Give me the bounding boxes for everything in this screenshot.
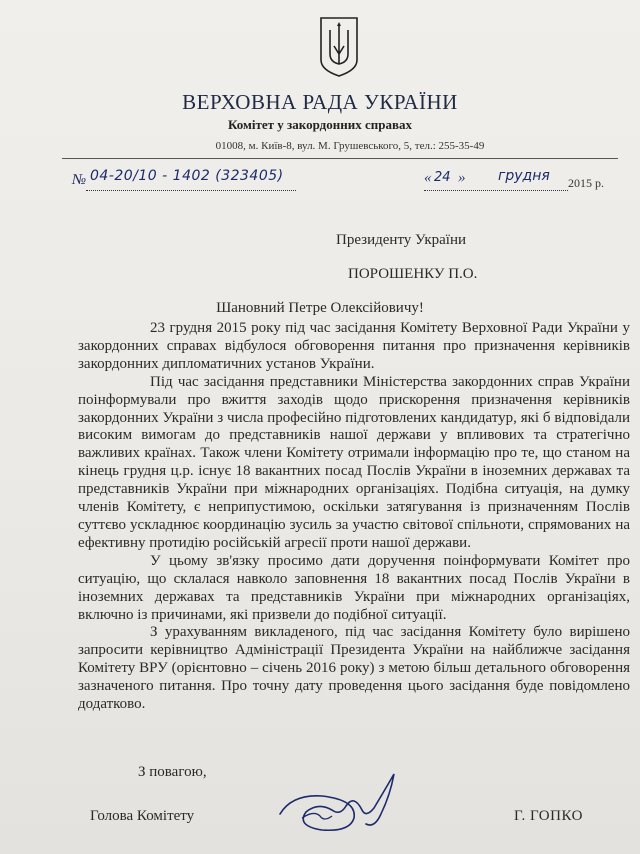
letter-body xyxy=(78,320,630,714)
committee-address: 01008, м. Київ-8, вул. М. Грушевського, 5, тел.: 255-35-49 xyxy=(215,140,485,152)
date-quote-open: « xyxy=(424,170,432,186)
body-paragraph-2: Під час засідання представники Міністерства закордонних справ України поінформували про вжиття заходів щодо прискорення призначення керівників закордонних України з числа професійно підготовлених кандидатур, які б відповідали високим вимогам до представників нашої держави у впливових та стратегічно важливих країнах. Також члени Комітету отримали інформацію про те, що станом на кінець грудня ц.р. існує 18 вакантних посад Послів України в іноземних державах та представників України при міжнародних організаціях. Подібна ситуація, на думку членів Комітету, є неприпустимою, оскільки затягування із призначенням Послів суттєво ускладнює координацію зусиль за участю світової спільноти, спрямованих на ефективну протидію російській агресії проти нашої держави. xyxy=(78,373,630,551)
committee-name: Комітет у закордонних справах xyxy=(228,117,412,132)
signer-title: Голова Комітету xyxy=(90,808,195,824)
date-day: 24 xyxy=(434,170,451,185)
body-paragraph-4: З урахуванням викладеного, під час засідання Комітету було вирішено запросити керівництво Адміністрації Президента України на найближче засідання Комітету ВРУ (орієнтовно – січень 2016 року) з метою більш детального обговорення зазначеного питання. Про точну дату проведення цього засідання буде повідомлено додатково. xyxy=(78,624,630,713)
handwritten-signature xyxy=(262,766,412,846)
date-underline xyxy=(424,190,568,191)
date-quote-close: » xyxy=(458,170,466,186)
body-paragraph-3: У цьому зв'язку просимо дати доручення поінформувати Комітет про ситуацію, що склалася навколо заповнення 18 вакантних посад Послів України в іноземних державах та представників України при міжнародних організаціях, включно із причинами, які призвели до подібної ситуації. xyxy=(78,552,630,623)
reference-number: 04-20/10 - 1402 (323405) xyxy=(90,168,284,184)
closing-regards: З повагою, xyxy=(138,764,207,780)
organization-name: ВЕРХОВНА РАДА УКРАЇНИ xyxy=(182,90,458,114)
date-year: 2015 р. xyxy=(568,176,604,190)
signer-name: Г. ГОПКО xyxy=(514,808,583,824)
recipient-title: Президенту України xyxy=(336,232,467,248)
salutation: Шановний Петре Олексійовичу! xyxy=(216,300,424,316)
reference-number-underline xyxy=(86,190,296,191)
body-paragraph-1: 23 грудня 2015 року під час засідання Комітету Верховної Ради України у закордонних справах відбулося обговорення питання про призначення керівників закордонних дипломатичних установ України. xyxy=(78,320,630,372)
reference-number-prefix: № xyxy=(72,172,87,188)
date-month: грудня xyxy=(498,168,550,184)
trident-emblem-icon xyxy=(318,16,360,78)
header-divider xyxy=(62,158,618,159)
recipient-name: ПОРОШЕНКУ П.О. xyxy=(348,266,478,282)
